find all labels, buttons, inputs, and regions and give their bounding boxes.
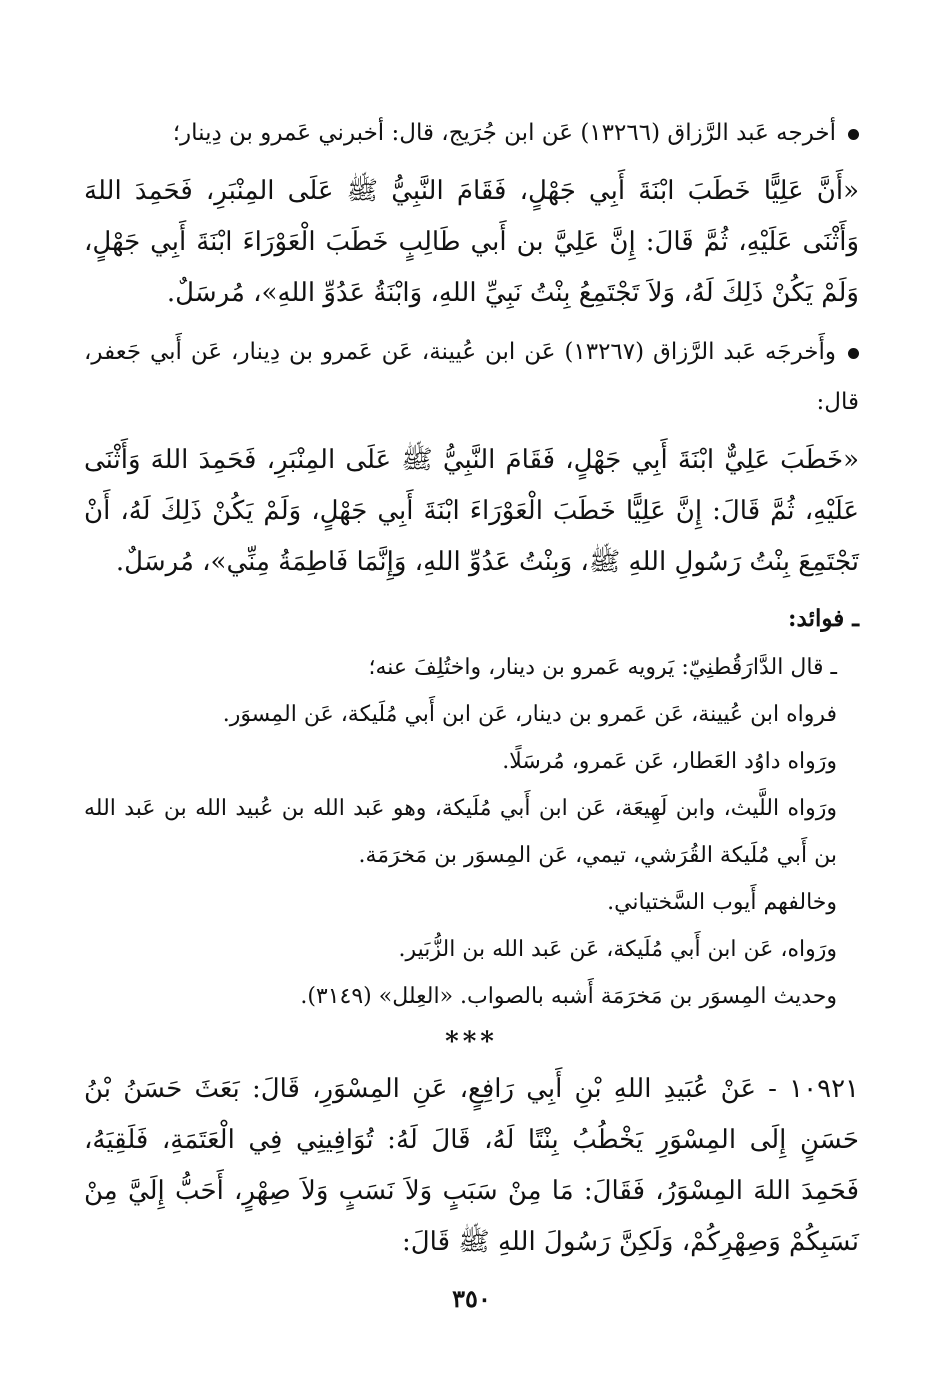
benefit-line: وحديث المِسوَر بن مَخرَمَة أَشبه بالصواب. «العِلل» (٣١٤٩). xyxy=(300,984,837,1009)
page-number: ٣٥٠ xyxy=(452,1284,491,1313)
entry-abdrazzaq-13266-text: «أَنَّ عَلِيًّا خَطَبَ ابْنَةَ أَبِي جَهْلٍ، فَقَامَ النَّبِيُّ ﷺ عَلَى المِنْبَرِ، فَحَمِدَ اللهَ وَأَثْنَى عَلَيْهِ، ثُمَّ قَالَ: إِنَّ عَلِيَّ بن أَبي طَالِبٍ خَطَبَ الْعَوْرَاءَ ابْنَةَ أَبِي جَهْلٍ، وَلَمْ يَكُنْ ذَلِكَ لَهُ، وَلاَ تَجْتَمِعُ بِنْتُ نَبِيِّ اللهِ، وَابْنَةُ عَدُوِّ اللهِ»، مُرسَلٌ. xyxy=(84,176,859,308)
benefit-line: ورَواه، عَن ابن أَبي مُلَيكة، عَن عَبد الله بن الزُّبَير. xyxy=(398,937,837,962)
bullet-icon xyxy=(848,348,859,359)
entry-abdrazzaq-13266-intro xyxy=(84,108,859,158)
entry-abdrazzaq-13267-text: «خَطَبَ عَلِيٌّ ابْنَةَ أَبِي جَهْلٍ، فَقَامَ النَّبِيُّ ﷺ عَلَى المِنْبَرِ، فَحَمِدَ اللهَ وَأَثْنَى عَلَيْهِ، ثُمَّ قَالَ: إِنَّ عَلِيًّا خَطَبَ الْعَوْرَاءَ ابْنَةَ أَبِي جَهْلٍ، وَلَمْ يَكُنْ ذَلِكَ لَهُ، أَنْ تَجْتَمِعَ بِنْتُ رَسُولِ اللهِ ﷺ، وَبِنْتُ عَدُوِّ اللهِ، وَإِنَّمَا فَاطِمَةُ مِنِّي»، مُرسَلٌ. xyxy=(84,445,859,577)
benefit-line: ـ قال الدَّارَقُطنِيّ: يَرويه عَمرو بن دينار، واختُلِفَ عنه؛ xyxy=(368,655,837,680)
benefit-line: ورَواه اللَّيث، وابن لَهِيعَة، عَن ابن أَبي مُلَيكة، وهو عَبد الله بن عُبيد الله بن عَبد الله بن أَبي مُلَيكة القُرَشي، تيمي، عَن المِسوَر بن مَخرَمَة. xyxy=(84,796,837,868)
entry-intro-text: وأَخرجَه عَبد الرَّزاق (١٣٢٦٧) عَن ابن عُيينة، عَن عَمرو بن دِينار، عَن أَبي جَعفر، قال: xyxy=(84,339,859,415)
benefit-line: فرواه ابن عُيينة، عَن عَمرو بن دينار، عَن ابن أَبي مُلَيكة، عَن المِسوَر. xyxy=(222,702,837,727)
benefits-heading: ـ فوائد: xyxy=(788,605,859,632)
benefit-line: وخالفهم أَيوب السَّختياني. xyxy=(607,890,837,915)
section-separator: *** xyxy=(445,1027,498,1057)
entry-intro-text: أخرجه عَبد الرَّزاق (١٣٢٦٦) عَن ابن جُرَيج، قال: أخبرني عَمرو بن دِينار؛ xyxy=(172,120,836,146)
hadith-10921: ١٠٩٢١ - عَنْ عُبَيدِ اللهِ بْنِ أَبِي رَافِعٍ، عَنِ المِسْوَرِ، قَالَ: بَعَثَ حَسَنُ بْنُ حَسَنٍ إِلَى المِسْوَرِ يَخْطُبُ بِنْتًا لَهُ، قَالَ لَهُ: تُوَافِينِي فِي الْعَتَمَةِ، فَلَقِيَهُ، فَحَمِدَ اللهَ المِسْوَرُ، فَقَالَ: مَا مِنْ سَبَبٍ وَلاَ نَسَبٍ وَلاَ صِهْرٍ، أَحَبُّ إِلَيَّ مِنْ نَسَبِكُمْ وَصِهْرِكُمْ، وَلَكِنَّ رَسُولَ اللهِ ﷺ قَالَ: xyxy=(84,1074,860,1257)
entry-abdrazzaq-13267-intro xyxy=(84,327,859,427)
benefit-line: ورَواه داوُد العَطار، عَن عَمرو، مُرسَلًا. xyxy=(502,749,837,774)
bullet-icon xyxy=(848,129,859,140)
